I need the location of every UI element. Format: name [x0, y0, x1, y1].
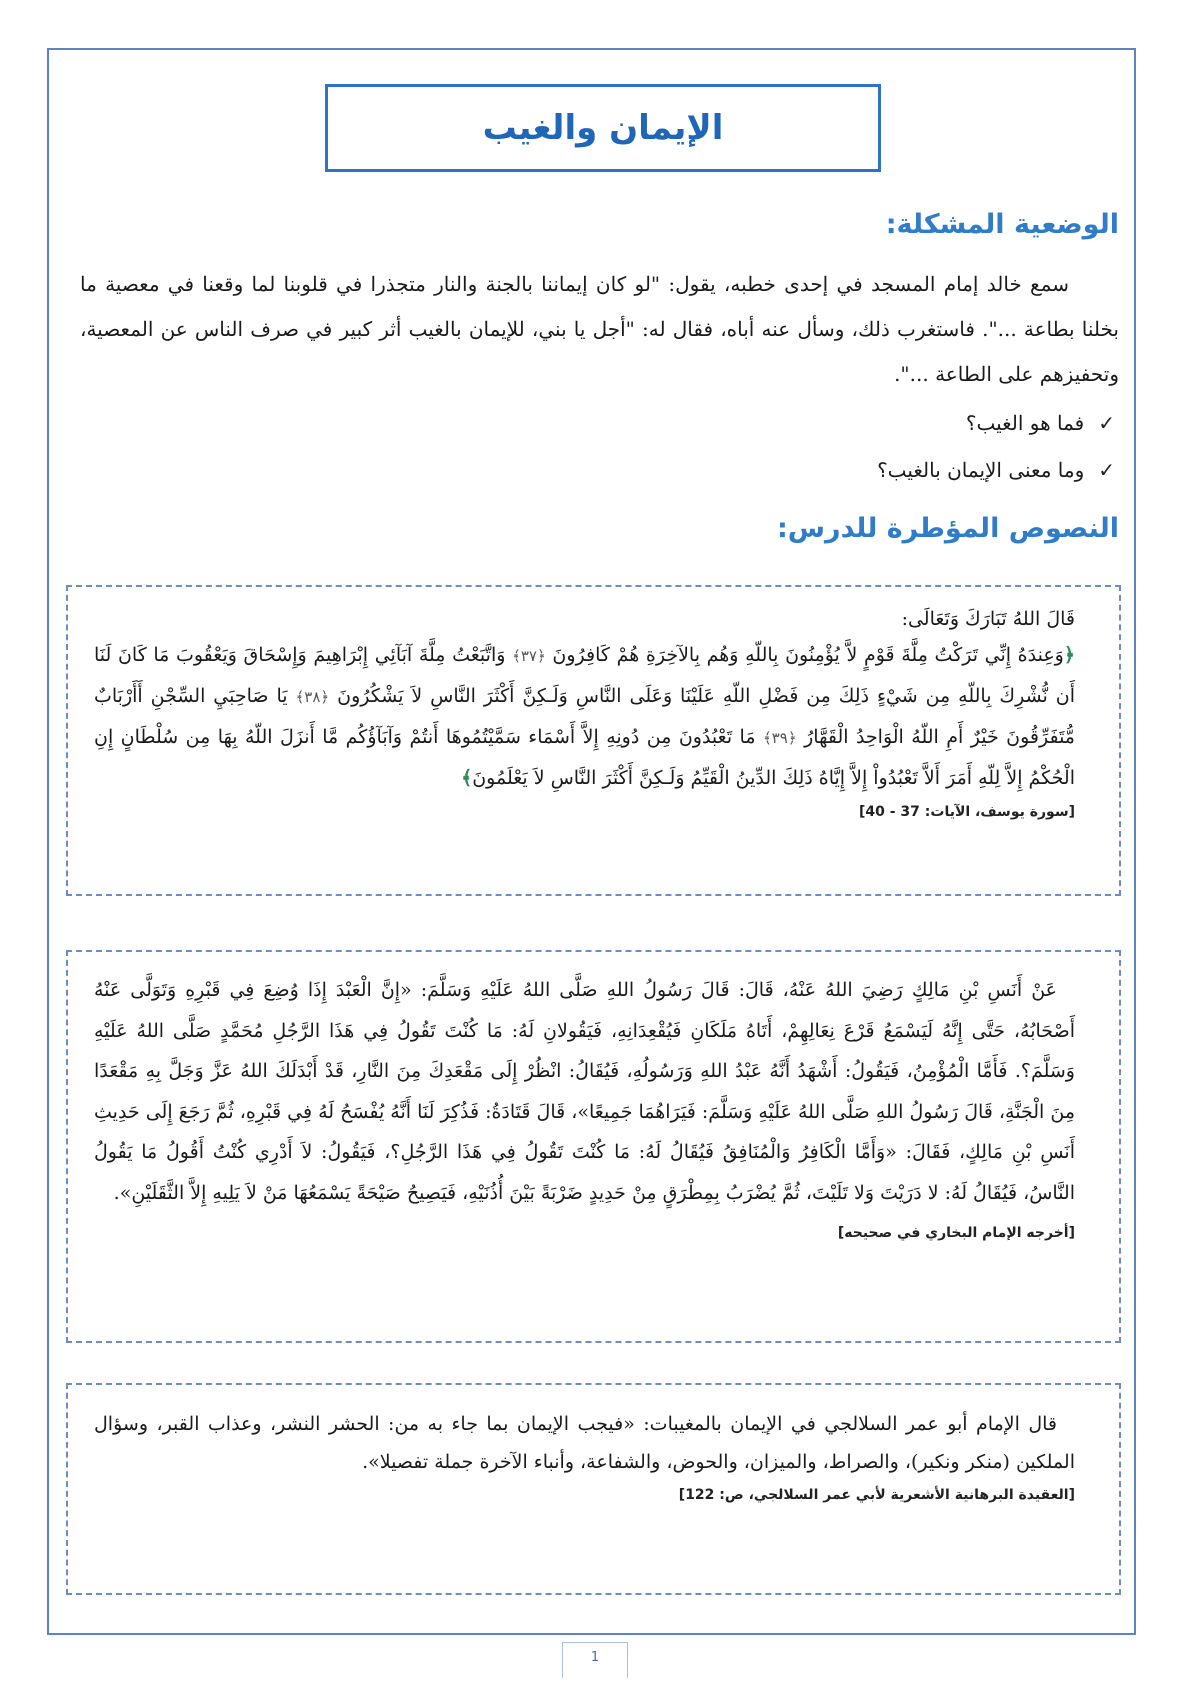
quote-source: [العقيدة البرهانية الأشعرية لأبي عمر السلالجي، ص: 122]	[678, 1487, 1075, 1503]
quote-box	[66, 1383, 1121, 1595]
quote-text: قال الإمام أبو عمر السلالجي في الإيمان بالمغيبات: «فيجب الإيمان بما جاء به من: الحشر النشر، وعذاب القبر، وسؤال الملكين (منكر ونكير)، والصراط، والميزان، والحوض، والشفاعة، وأنباء الآخرة جملة تفصيلا».	[94, 1413, 1075, 1473]
page-title: الإيمان والغيب	[482, 108, 724, 148]
question-list	[877, 400, 1119, 494]
problem-heading: الوضعية المشكلة:	[885, 209, 1119, 240]
check-icon: ✓	[1098, 458, 1115, 482]
quran-verses	[68, 635, 1119, 798]
question-text: وما معنى الإيمان بالغيب؟	[877, 458, 1085, 482]
title-box	[325, 84, 881, 172]
question-text: فما هو الغيب؟	[965, 411, 1085, 435]
verse-39: يَا صَاحِبَيِ السِّجْنِ أَأَرْبَابٌ مُّتَفَرِّقُونَ خَيْرٌ أَمِ اللّهُ الْوَاحِدُ الْقَهَّارُ	[94, 685, 1075, 748]
close-bracket: ﴾	[461, 767, 473, 789]
question-item	[877, 447, 1119, 494]
verse-marker: ﴿٣٩﴾	[762, 729, 797, 747]
open-bracket: ﴿	[1063, 644, 1075, 666]
texts-heading: النصوص المؤطرة للدرس:	[776, 513, 1119, 544]
hadith-box	[66, 950, 1121, 1343]
page-number: 1	[562, 1642, 628, 1678]
quran-intro: قَالَ اللهُ تَبَارَكَ وَتَعَالَى:	[901, 608, 1075, 630]
verse-marker: ﴿٣٧﴾	[512, 647, 546, 665]
quran-box	[66, 585, 1121, 896]
quran-source: [سورة يوسف، الآيات: 37 - 40]	[858, 804, 1075, 820]
problem-paragraph: سمع خالد إمام المسجد في إحدى خطبه، يقول: "لو كان إيماننا بالجنة والنار متجذرا في قلوبنا لما وقعنا في معصية ما بخلنا بطاعة ...". فاستغرب ذلك، وسأل عنه أباه، فقال له: "أجل يا بني، للإيمان بالغيب أثر كبير في صرف الناس عن المعصية، وتحفيزهم على الطاعة ...".	[80, 272, 1119, 386]
verse-37: وَعِندَهُ إِنِّي تَرَكْتُ مِلَّةَ قَوْمٍ لاَّ يُؤْمِنُونَ بِاللّهِ وَهُم بِالآخِرَةِ هُمْ كَافِرُونَ	[552, 644, 1064, 666]
question-item	[877, 400, 1119, 447]
hadith-text: عَنْ أَنَسِ بْنِ مَالِكٍ رَضِيَ اللهُ عَنْهُ، قَالَ: قَالَ رَسُولُ اللهِ صَلَّى اللهُ عَلَيْهِ وَسَلَّمَ: «إِنَّ الْعَبْدَ إِذَا وُضِعَ فِي قَبْرِهِ وَتَوَلَّى عَنْهُ أَصْحَابُهُ، حَتَّى إِنَّهُ لَيَسْمَعُ قَرْعَ نِعَالِهِمْ، أَتَاهُ مَلَكَانِ فَيُقْعِدَانِهِ، فَيَقُولانِ لَهُ: مَا كُنْتَ تَقُولُ فِي هَذَا الرَّجُلِ مُحَمَّدٍ صَلَّى اللهُ عَلَيْهِ وَسَلَّمَ؟. فَأَمَّا الْمُؤْمِنُ، فَيَقُولُ: أَشْهَدُ أَنَّهُ عَبْدُ اللهِ وَرَسُولُهِ، فَيُقَالُ: انْظُرْ إِلَى مَقْعَدِكَ مِنَ النَّارِ، قَدْ أَبْدَلَكَ اللهُ عَزَّ وَجَلَّ بِهِ مَقْعَدًا مِنَ الْجَنَّةِ، قَالَ رَسُولُ اللهِ صَلَّى اللهُ عَلَيْهِ وَسَلَّمَ: فَيَرَاهُمَا جَمِيعًا»، قَالَ قَتَادَةُ: فَذُكِرَ لَنَا أَنَّهُ يُفْسَحُ لَهُ فِي قَبْرِهِ، ثُمَّ رَجَعَ إِلَى حَدِيثِ أَنَسِ بْنِ مَالِكٍ، فَقَالَ: «وَأَمَّا الْكَافِرُ وَالْمُنَافِقُ فَيُقَالُ لَهُ: مَا كُنْتَ تَقُولُ فِي هَذَا الرَّجُلِ؟، فَيَقُولُ: لاَ أَدْرِي كُنْتُ أَقُولُ مَا يَقُولُ النَّاسُ، فَيُقَالُ لَهُ: لا دَرَيْتَ وَلا تَلَيْتَ، ثُمَّ يُضْرَبُ بِمِطْرَقٍ مِنْ حَدِيدٍ ضَرْبَةً بَيْنَ أُذُنَيْهِ، فَيَصِيحُ صَيْحَةً يَسْمَعُهَا مَنْ لاَ يَلِيهِ إِلاَّ الثَّقَلَيْنِ».	[94, 979, 1075, 1204]
check-icon: ✓	[1098, 411, 1115, 435]
verse-40: مَا تَعْبُدُونَ مِن دُونِهِ إِلاَّ أَسْمَاء سَمَّيْتُمُوهَا أَنتُمْ وَآبَآؤُكُم مَّا أَنزَلَ اللّهُ بِهَا مِن سُلْطَانٍ إِنِ الْحُكْمُ إِلاَّ لِلّهِ أَمَرَ أَلاَّ تَعْبُدُواْ إِلاَّ إِيَّاهُ ذَلِكَ الدِّينُ الْقَيِّمُ وَلَـكِنَّ أَكْثَرَ النَّاسِ لاَ يَعْلَمُونَ	[94, 726, 1075, 789]
verse-marker: ﴿٣٨﴾	[295, 688, 330, 706]
verse-38: وَاتَّبَعْتُ مِلَّةَ آبَآئِي إِبْرَاهِيمَ وَإِسْحَاقَ وَيَعْقُوبَ مَا كَانَ لَنَا أَن نُّشْرِكَ بِاللّهِ مِن شَيْءٍ ذَلِكَ مِن فَضْلِ اللّهِ عَلَيْنَا وَعَلَى النَّاسِ وَلَـكِنَّ أَكْثَرَ النَّاسِ لاَ يَشْكُرُونَ	[94, 644, 1075, 707]
hadith-source: [أخرجه الإمام البخاري في صحيحه]	[837, 1225, 1075, 1241]
